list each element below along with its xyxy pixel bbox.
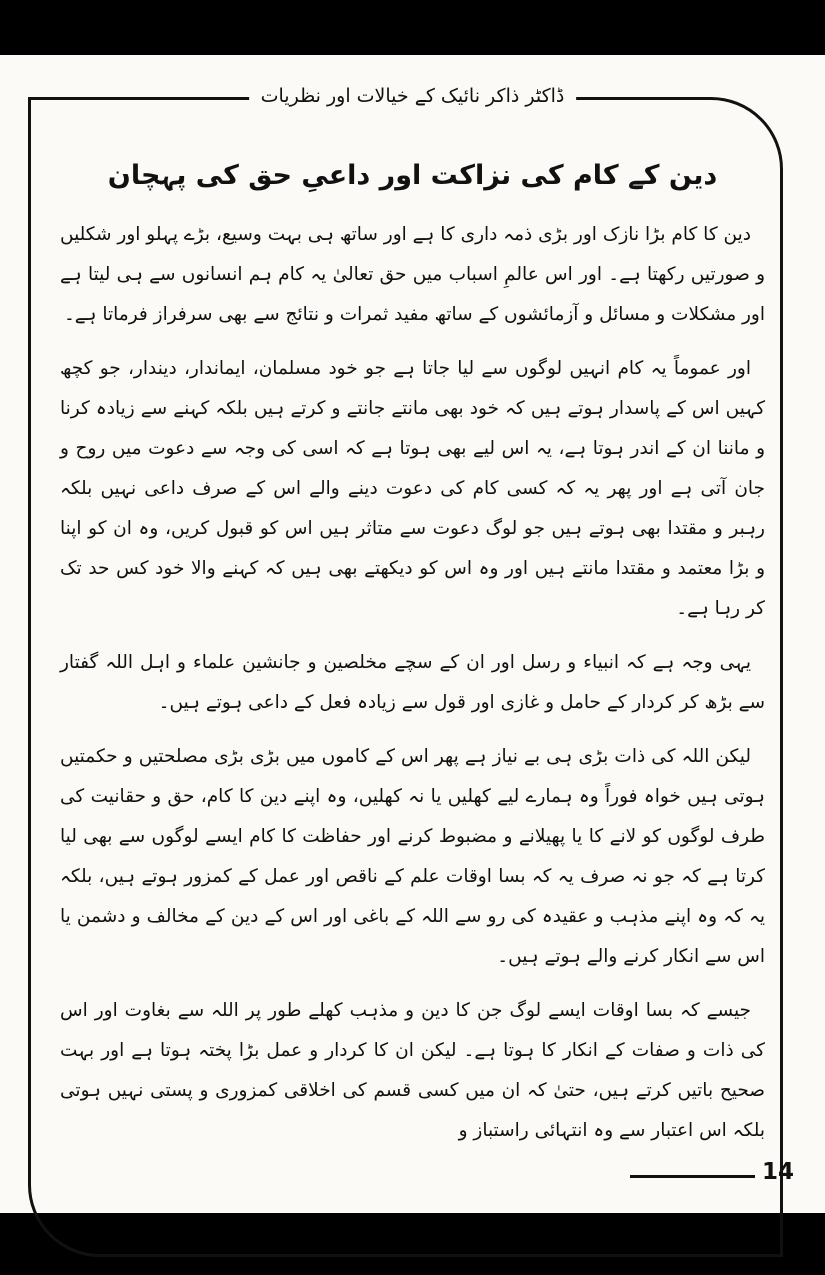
- paragraph: لیکن اللہ کی ذات بڑی ہی بے نیاز ہے پھر اس کے کاموں میں بڑی بڑی مصلحتیں و حکمتیں ہوتی ہیں خواہ فوراً وہ ہمارے لیے کھلیں یا نہ کھلیں، وہ اپنے دین کا کام، حق و حقانیت کی طرف لوگوں کو لانے کا یا پھیلانے و مضبوط کرنے اور حفاظت کا کام ایسے لوگوں سے بھی لیا کرتا ہے کہ جو نہ صرف یہ کہ بسا اوقات علم کے ناقص اور عمل کے کمزور ہوتے ہیں، بلکہ یہ کہ وہ اپنے مذہب و عقیدہ کی رو سے اللہ کے باغی اور اس کے دین کے مخالف و دشمن یا اس سے انکار کرنے والے ہوتے ہیں۔: [60, 746, 765, 967]
- section-heading: دین کے کام کی نزاکت اور داعیِ حق کی پہچان: [107, 160, 718, 191]
- running-header: ڈاکٹر ذاکر نائیک کے خیالات اور نظریات: [249, 85, 577, 107]
- body-text: [60, 215, 765, 1165]
- footer-rule: [630, 1175, 755, 1178]
- page-number: 14: [762, 1159, 795, 1185]
- paragraph: یہی وجہ ہے کہ انبیاء و رسل اور ان کے سچے مخلصین و جانشین علماء و اہل اللہ گفتار سے بڑھ کر کردار کے حامل و غازی اور قول سے زیادہ فعل کے داعی ہوتے ہیں۔: [60, 652, 765, 713]
- book-page: [0, 55, 825, 1213]
- paragraph: دین کا کام بڑا نازک اور بڑی ذمہ داری کا ہے اور ساتھ ہی بہت وسیع، بڑے پہلو اور شکلیں و صورتیں رکھتا ہے۔ اور اس عالمِ اسباب میں حق تعالیٰ یہ کام ہم انسانوں سے ہی لیتا ہے اور مشکلات و مسائل و آزمائشوں کے ساتھ مفید ثمرات و نتائج سے بھی سرفراز فرماتا ہے۔: [60, 224, 765, 325]
- paragraph: اور عموماً یہ کام انہیں لوگوں سے لیا جاتا ہے جو خود مسلمان، ایماندار، دیندار، جو کچھ کہیں اس کے پاسدار ہوتے ہیں کہ خود بھی مانتے جانتے و کرتے ہیں بلکہ کہنے سے زیادہ کرنا و ماننا ان کے اندر ہوتا ہے، یہ اس لیے بھی ہوتا ہے کہ اسی کی وجہ سے دعوت میں روح و جان آتی ہے اور پھر یہ کہ کسی کام کی دعوت دینے والے اس کے صرف داعی نہیں بلکہ رہبر و مقتدا بھی ہوتے ہیں جو لوگ دعوت سے متاثر ہیں اس کو قبول کریں، وہ ان کو اپنا و بڑا معتمد و مقتدا مانتے ہیں اور وہ اس کو دیکھتے بھی ہیں کہ کہنے والا خود کس حد تک کر رہا ہے۔: [60, 358, 765, 619]
- paragraph: جیسے کہ بسا اوقات ایسے لوگ جن کا دین و مذہب کھلے طور پر اللہ سے بغاوت اور اس کی ذات و صفات کے انکار کا ہوتا ہے۔ لیکن ان کا کردار و عمل بڑا پختہ ہوتا ہے اور بہت صحیح باتیں کرتے ہیں، حتیٰ کہ ان میں کسی قسم کی اخلاقی کمزوری و پستی نہیں ہوتی بلکہ اس اعتبار سے وہ انتہائی راستباز و: [60, 1000, 765, 1141]
